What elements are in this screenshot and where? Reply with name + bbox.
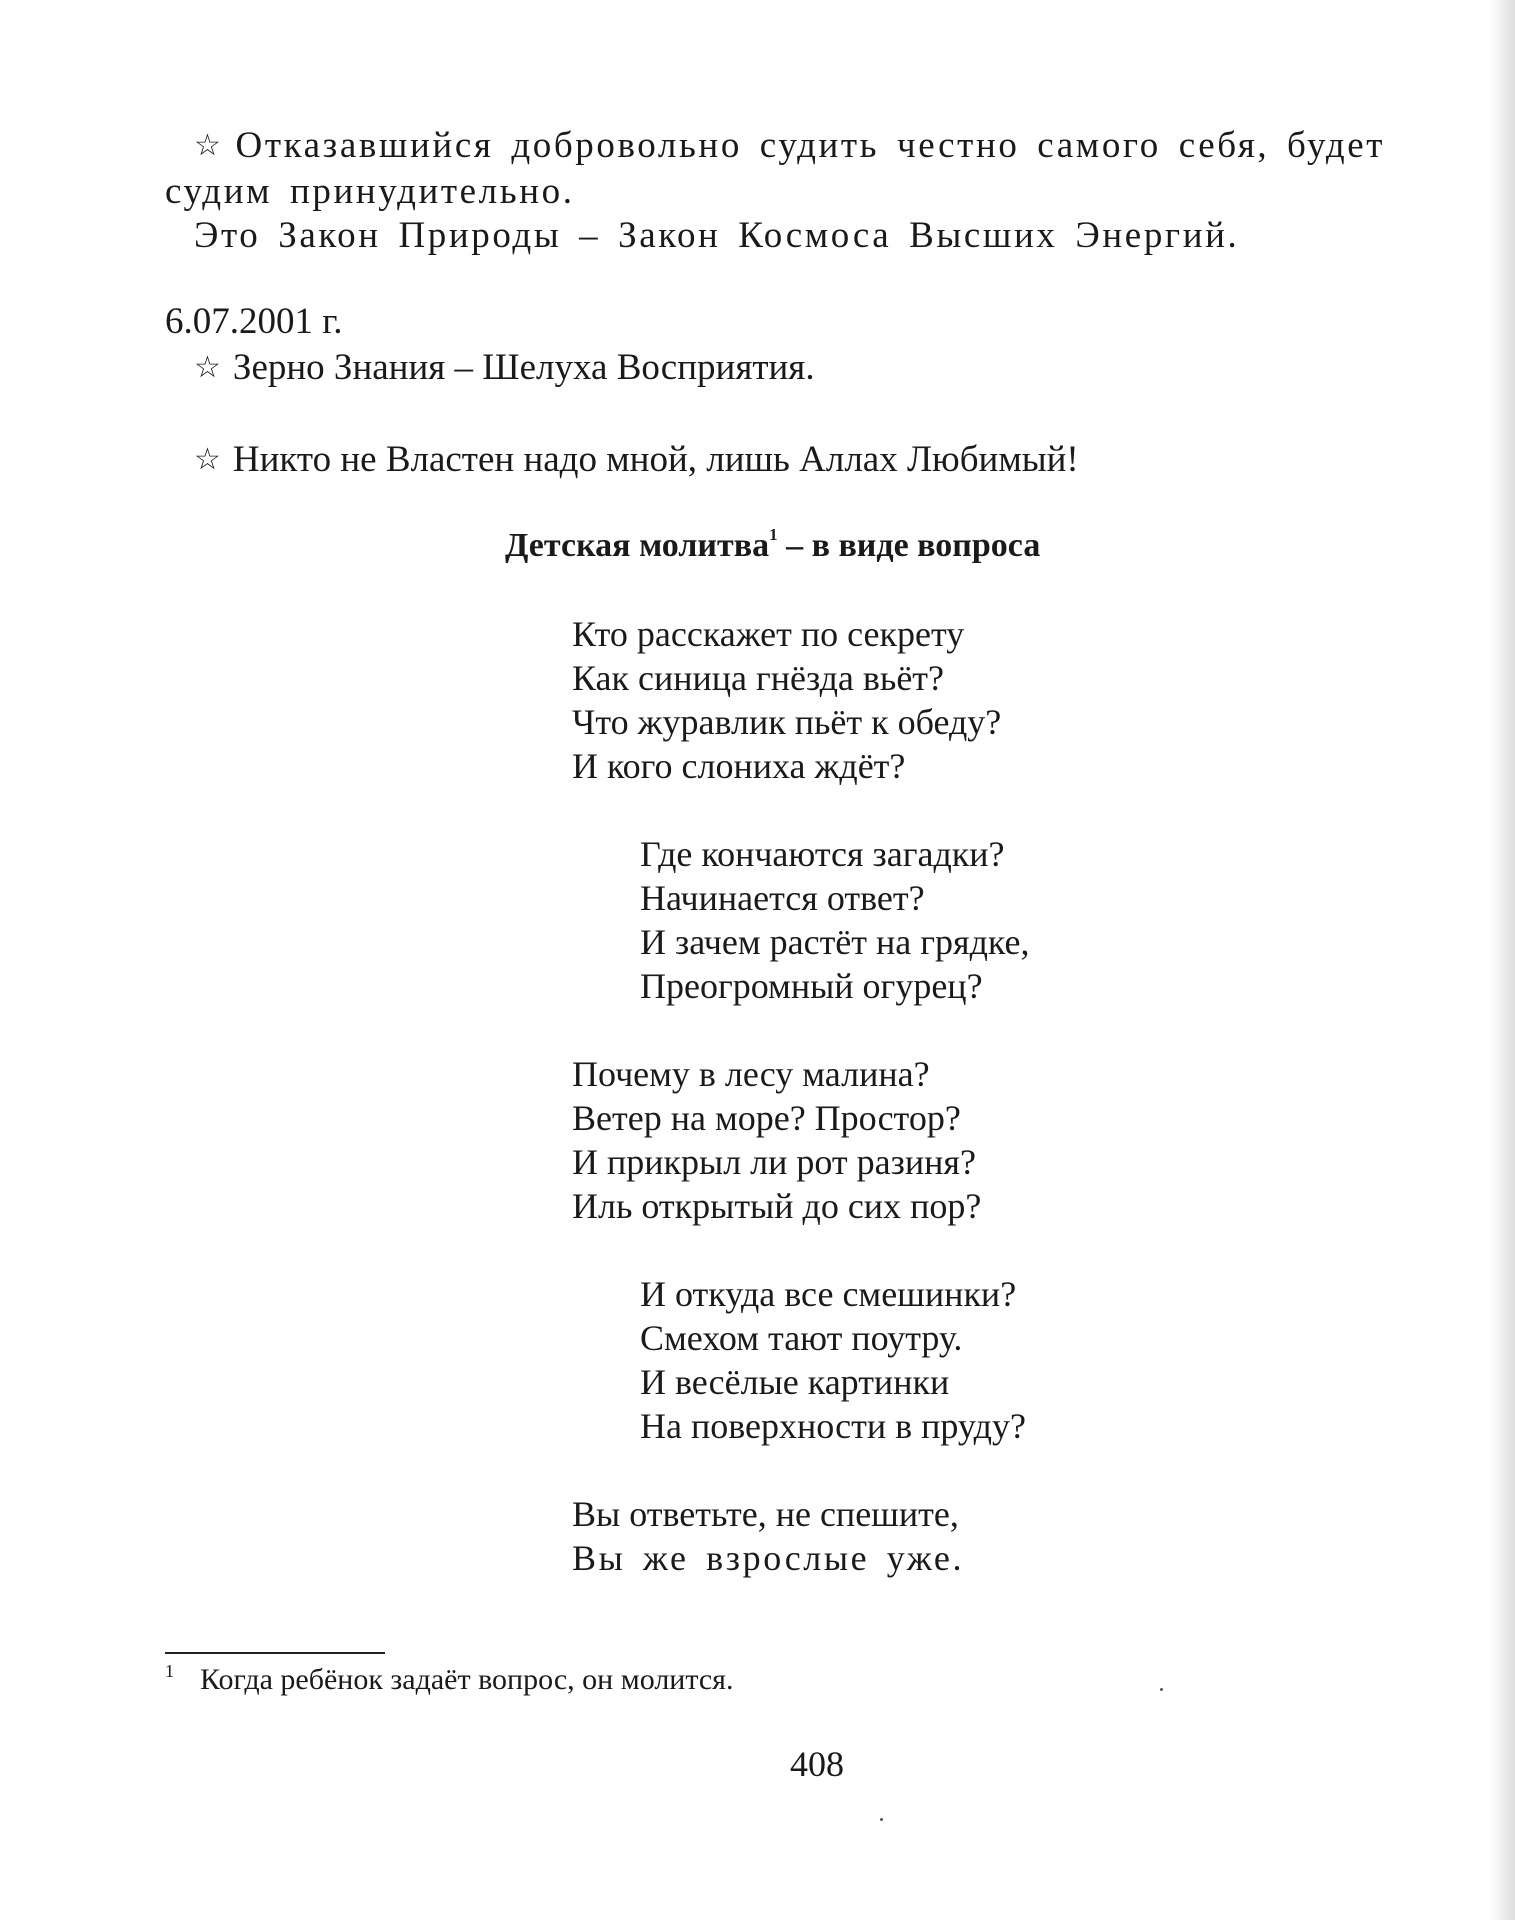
poem-title-rest: – в виде вопроса xyxy=(777,527,1041,564)
poem-line: На поверхности в пруду? xyxy=(640,1406,1026,1446)
poem-line: Вы же взрослые уже. xyxy=(572,1538,965,1578)
poem-line: Вы ответьте, не спешите, xyxy=(572,1494,959,1534)
page-number: 408 xyxy=(790,1744,844,1784)
footnote-mark: 1 xyxy=(165,1661,174,1681)
poem-line: Где кончаются загадки? xyxy=(640,834,1005,874)
star-icon: ☆ xyxy=(194,442,221,477)
poem-line: Смехом тают поутру. xyxy=(640,1318,963,1358)
saying-1-text: Зерно Знания – Шелуха Восприятия. xyxy=(232,347,815,388)
footnote xyxy=(165,1662,733,1698)
star-icon: ☆ xyxy=(194,350,221,385)
footnote-divider xyxy=(165,1652,385,1654)
entry-date: 6.07.2001 г. xyxy=(165,301,343,342)
poem-title xyxy=(505,524,1040,568)
footnote-text: Когда ребёнок задаёт вопрос, он молится. xyxy=(200,1663,734,1696)
scan-speck xyxy=(880,1818,883,1821)
saying-1 xyxy=(194,346,815,390)
poem-line: И откуда все смешинки? xyxy=(640,1274,1017,1314)
poem-line: Иль открытый до сих пор? xyxy=(572,1186,982,1226)
paragraph-line-3: Это Закон Природы – Закон Космоса Высших Энергий. xyxy=(194,215,1240,256)
saying-2 xyxy=(194,438,1079,482)
poem-line: Преогромный огурец? xyxy=(640,966,983,1006)
poem-line: Почему в лесу малина? xyxy=(572,1054,930,1094)
poem-line: И зачем растёт на грядке, xyxy=(640,922,1030,962)
footnote-reference: 1 xyxy=(769,525,778,544)
poem-line: И прикрыл ли рот разиня? xyxy=(572,1142,976,1182)
poem-line: Кто расскажет по секрету xyxy=(572,614,965,654)
poem-line: Начинается ответ? xyxy=(640,878,925,918)
scan-speck xyxy=(1160,1688,1163,1691)
poem-line: И весёлые картинки xyxy=(640,1362,950,1402)
paragraph-line-1 xyxy=(194,124,1385,168)
poem-title-main: Детская молитва xyxy=(505,527,770,564)
poem-line: Ветер на море? Простор? xyxy=(572,1098,961,1138)
paragraph-line-1-text: Отказавшийся добровольно судить честно самого себя, будет xyxy=(235,125,1386,166)
paragraph-line-2: судим принудительно. xyxy=(165,171,575,212)
poem-line: Что журавлик пьёт к обеду? xyxy=(572,702,1002,742)
saying-2-text: Никто не Властен надо мной, лишь Аллах Любимый! xyxy=(232,439,1079,480)
page-edge-shadow xyxy=(1489,0,1515,1920)
poem-line: Как синица гнёзда вьёт? xyxy=(572,658,945,698)
star-icon: ☆ xyxy=(194,128,224,163)
poem-line: И кого слониха ждёт? xyxy=(572,746,906,786)
